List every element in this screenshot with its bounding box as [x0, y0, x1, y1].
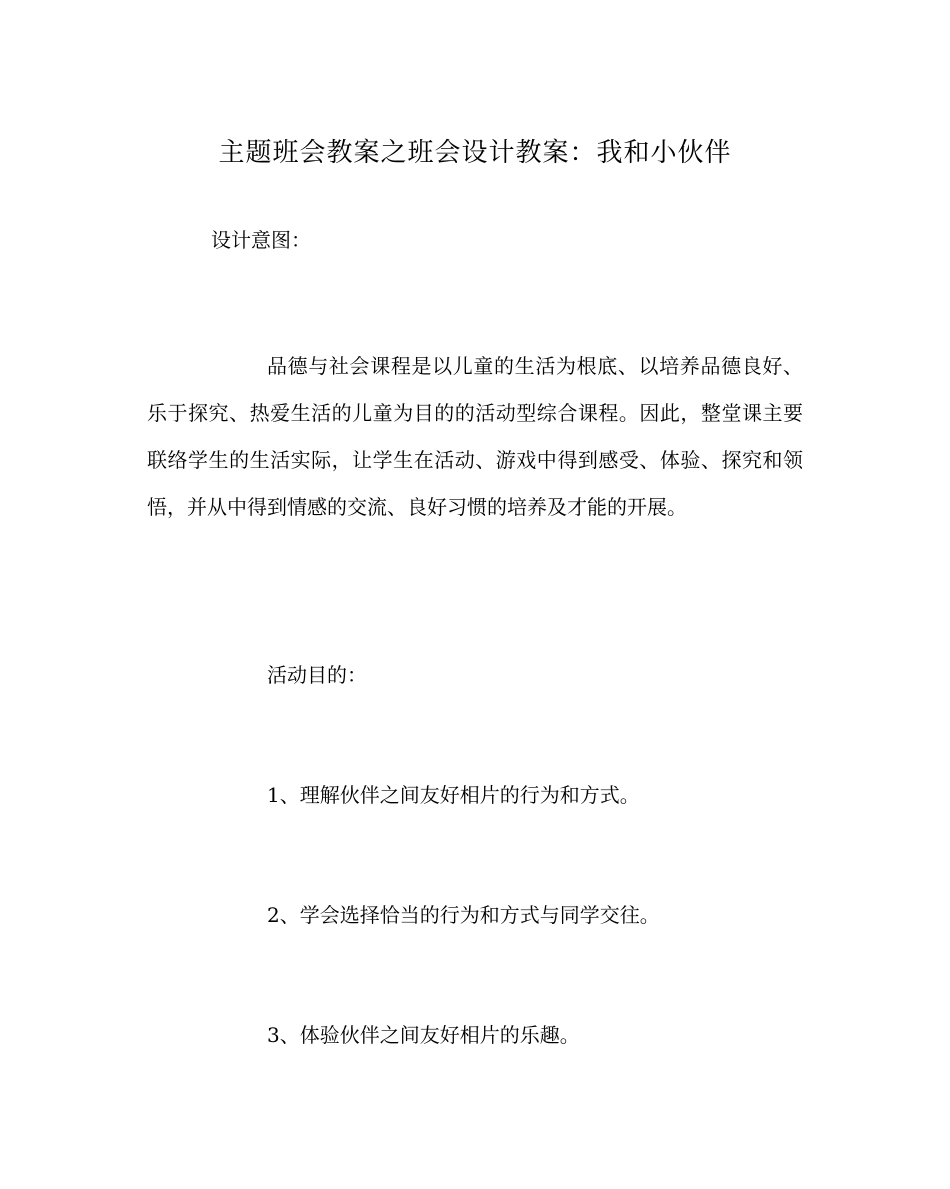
activity-goals-heading: 活动目的： [267, 663, 367, 687]
design-intent-heading: 设计意图： [211, 228, 311, 252]
document-title: 主题班会教案之班会设计教案：我和小伙伴 [218, 138, 732, 168]
goal-item: 3、体验伙伴之间友好相片的乐趣。 [267, 1023, 580, 1047]
goal-item: 2、学会选择恰当的行为和方式与同学交往。 [267, 903, 660, 927]
goal-item: 1、理解伙伴之间友好相片的行为和方式。 [267, 783, 640, 807]
design-intent-paragraph: 品德与社会课程是以儿童的生活为根底、以培养品德良好、乐于探究、热爱生活的儿童为目的的活动型综合课程。因此，整堂课主要联络学生的生活实际，让学生在活动、游戏中得到感受、体验、探究和领悟，并从中得到情感的交流、良好习惯的培养及才能的开展。 [147, 354, 803, 519]
